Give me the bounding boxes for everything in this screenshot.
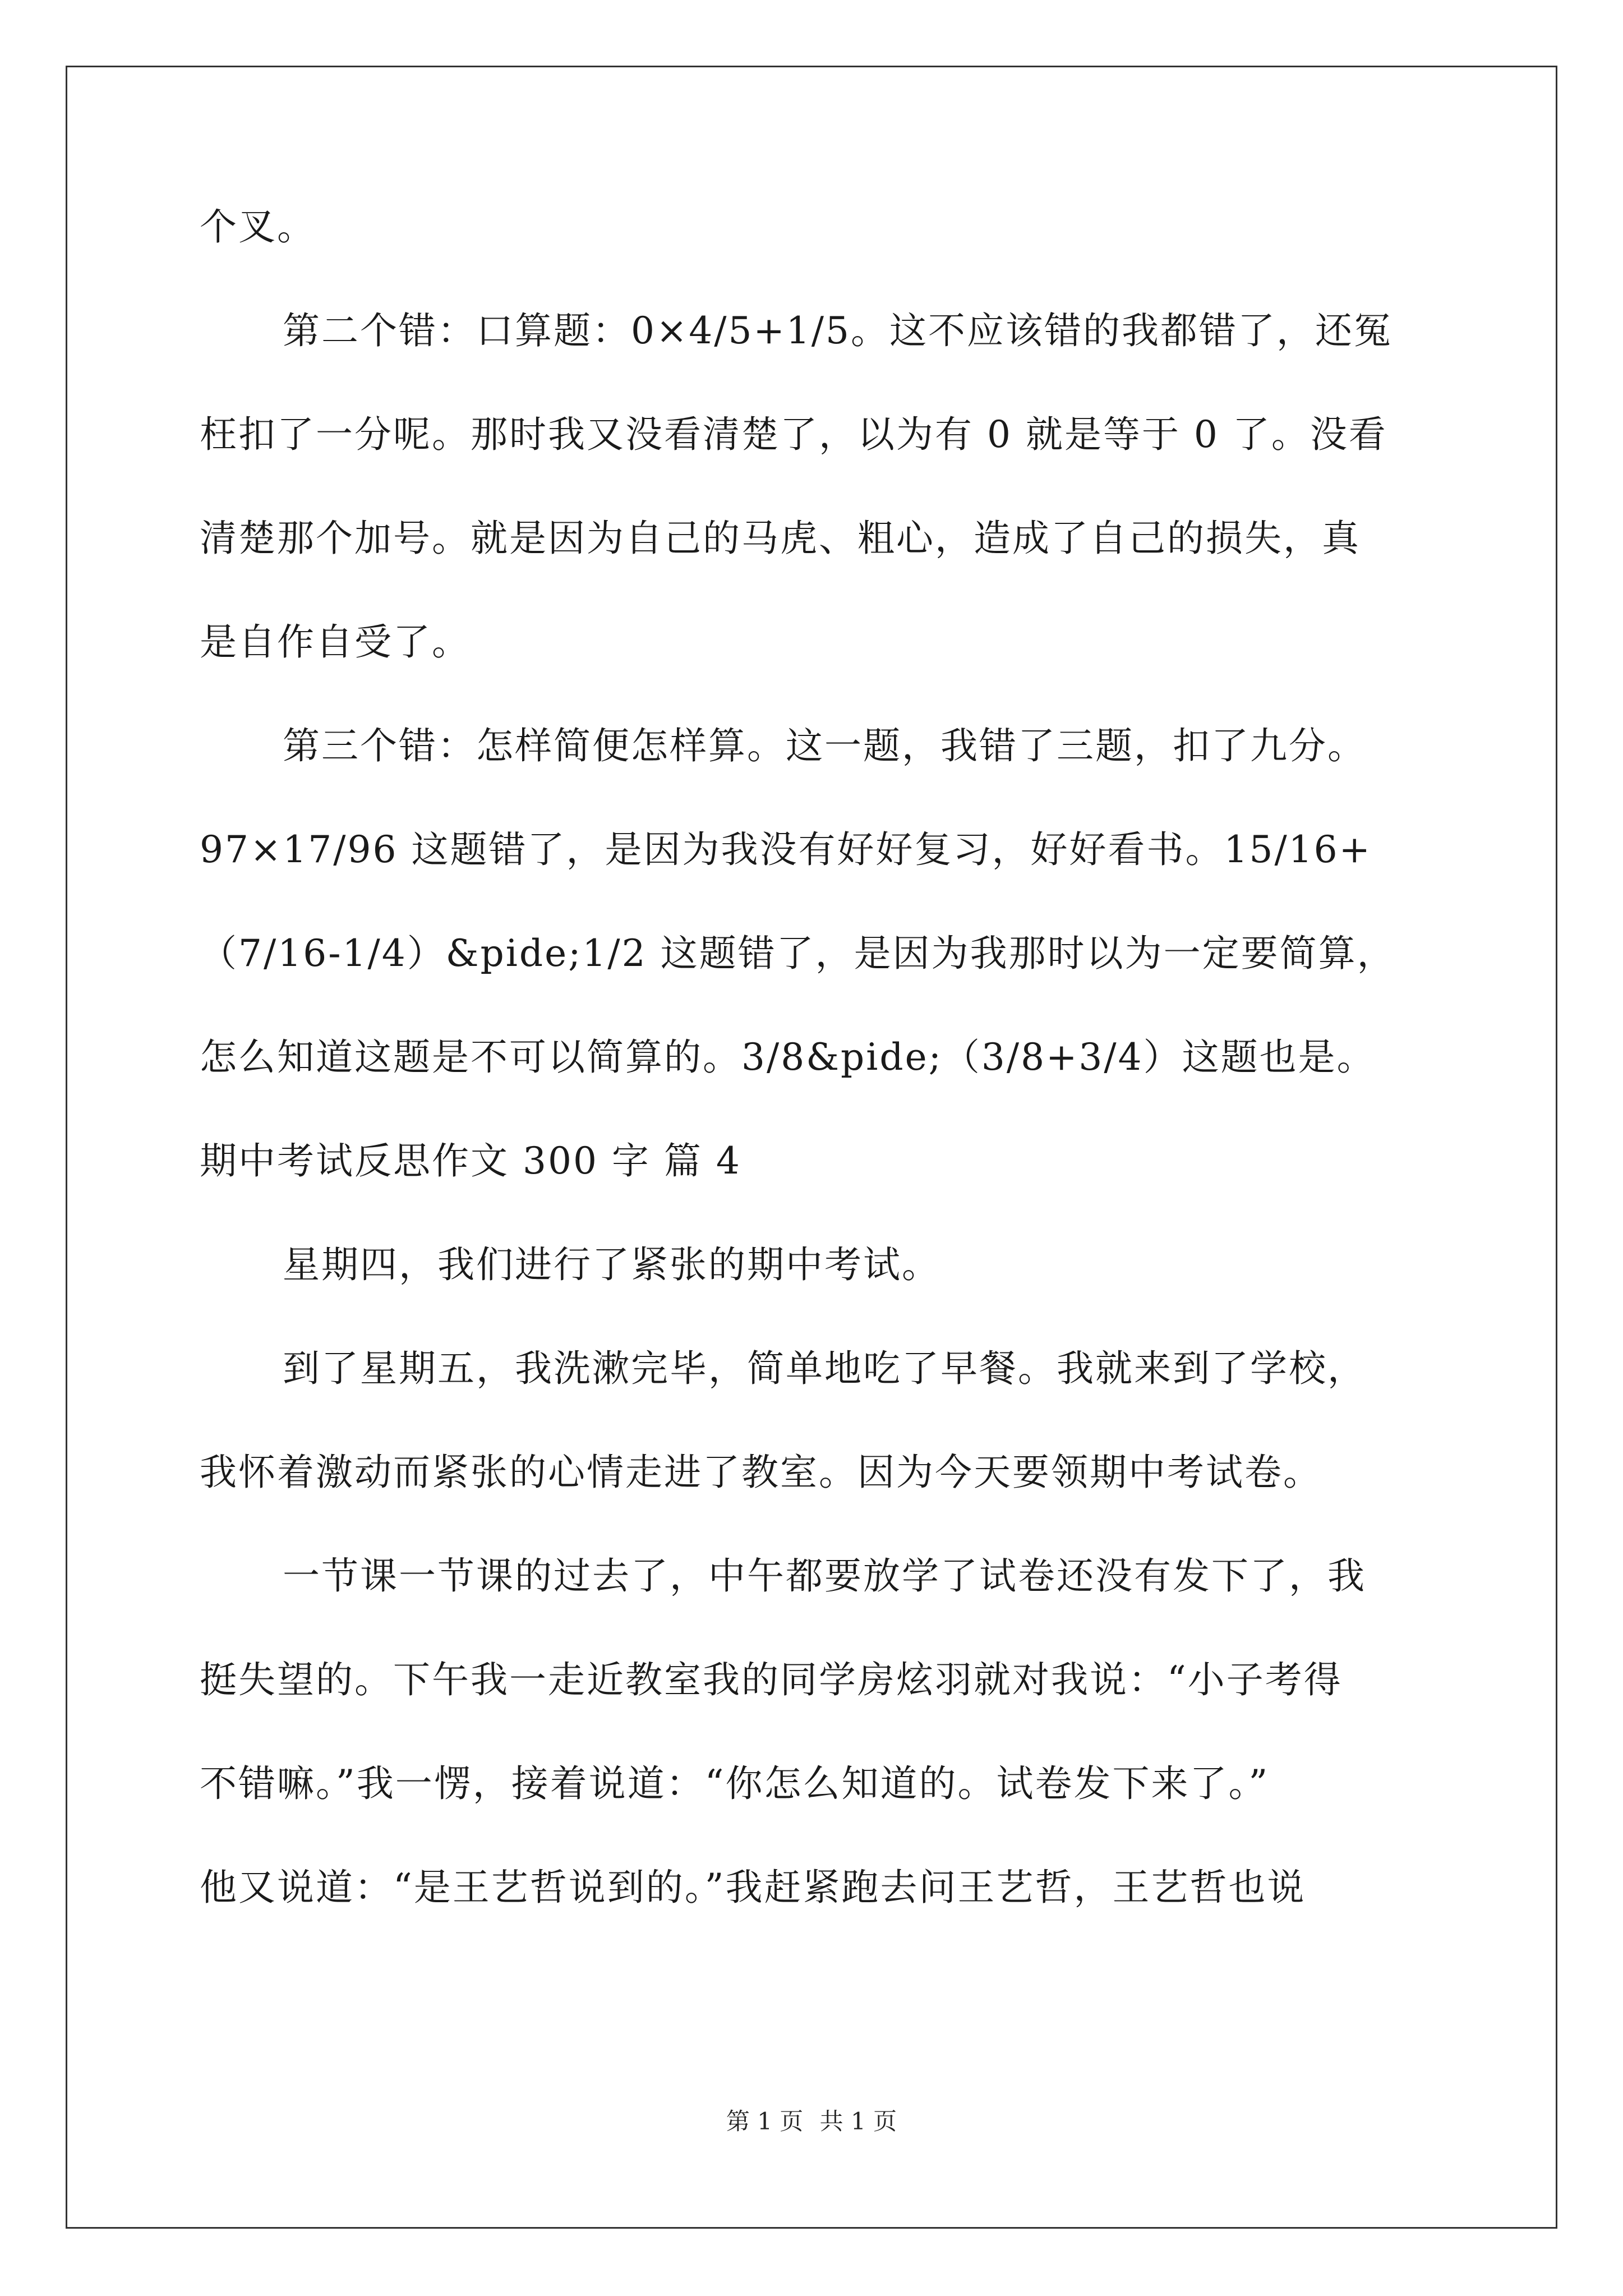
- text-line: 个叉。: [200, 205, 316, 249]
- text-line: 第二个错：口算题：0×4/5+1/5。这不应该错的我都错了，还冤: [283, 309, 1393, 352]
- text-line: 他又说道：“是王艺哲说到的。”我赶紧跑去问王艺哲，王艺哲也说: [200, 1866, 1306, 1909]
- text-line: 期中考试反思作文 300 字 篇 4: [200, 1139, 741, 1182]
- text-line: 不错嘛。”我一愣，接着说道：“你怎么知道的。试卷发下来了。”: [200, 1762, 1270, 1805]
- page-footer: [0, 2105, 1623, 2138]
- text-line: 97×17/96 这题错了，是因为我没有好好复习，好好看书。15/16+: [200, 828, 1372, 871]
- text-line: 枉扣了一分呢。那时我又没看清楚了，以为有 0 就是等于 0 了。没看: [200, 413, 1387, 456]
- text-line: 到了星期五，我洗漱完毕，简单地吃了早餐。我就来到了学校，: [283, 1347, 1366, 1390]
- text-line: 是自作自受了。: [200, 620, 471, 664]
- text-line: 我怀着激动而紧张的心情走进了教室。因为今天要领期中考试卷。: [200, 1451, 1322, 1494]
- page-number: 第 1 页: [726, 2108, 804, 2135]
- text-line: 怎么知道这题是不可以简算的。3/8&pide;（3/8+3/4）这题也是。: [200, 1036, 1376, 1079]
- text-line: 第三个错：怎样简便怎样算。这一题，我错了三题，扣了九分。: [283, 724, 1366, 767]
- text-line: （7/16-1/4）&pide;1/2 这题错了，是因为我那时以为一定要简算，: [200, 932, 1396, 975]
- page-total: 共 1 页: [819, 2108, 897, 2135]
- text-line: 一节课一节课的过去了，中午都要放学了试卷还没有发下了，我: [283, 1554, 1366, 1598]
- text-line: 星期四，我们进行了紧张的期中考试。: [283, 1243, 940, 1286]
- text-line: 挺失望的。下午我一走近教室我的同学房炫羽就对我说：“小子考得: [200, 1658, 1343, 1701]
- text-line: 清楚那个加号。就是因为自己的马虎、粗心，造成了自己的损失，真: [200, 517, 1361, 560]
